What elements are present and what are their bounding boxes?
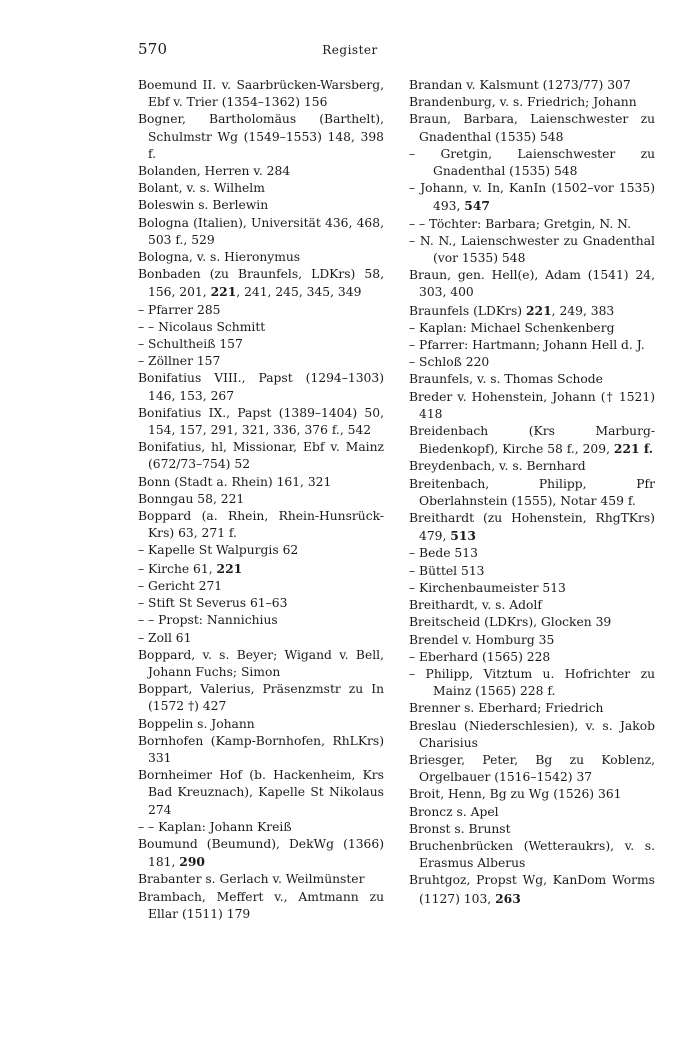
index-subentry xyxy=(409,545,655,562)
entry-text: Bologna, v. s. Hieronymus xyxy=(138,250,301,265)
index-entry xyxy=(409,700,655,717)
entry-text: Bronst s. Brunst xyxy=(409,821,511,836)
entry-text: Boppelin s. Johann xyxy=(138,716,255,731)
entry-text: – Büttel 513 xyxy=(409,563,485,578)
entry-text: Breitscheid (LDKrs), Glocken 39 xyxy=(409,615,612,630)
index-subentry xyxy=(409,233,655,267)
entry-text: – Schultheiß 157 xyxy=(138,337,243,352)
entry-text: – Philipp, Vitztum u. Hofrichter zu Mainz (1565) 228 f. xyxy=(409,666,655,699)
entry-text: Breidenbach (Krs Marburg-Biedenkopf), Kirche 58 f., 209, xyxy=(409,424,655,457)
index-subentry xyxy=(138,578,384,595)
index-entry xyxy=(138,439,384,473)
bold-page-reference: 290 xyxy=(179,854,205,870)
index-subentry xyxy=(138,542,384,559)
index-entry xyxy=(409,94,655,111)
entry-text: – Bede 513 xyxy=(409,546,478,561)
index-entry xyxy=(138,163,384,180)
index-entry xyxy=(409,302,655,320)
index-subentry xyxy=(138,595,384,612)
entry-text: – Zoll 61 xyxy=(138,630,192,645)
entry-text: – Eberhard (1565) 228 xyxy=(409,649,551,664)
entry-text: – – Propst: Nannichius xyxy=(138,613,278,628)
index-subentry xyxy=(409,216,655,233)
entry-text: Braunfels (LDKrs) xyxy=(409,303,526,318)
index-entry xyxy=(138,733,384,767)
entry-text: – Gretgin, Laienschwester zu Gnadenthal (1535) 548 xyxy=(409,146,655,179)
entry-text: Bonn (Stadt a. Rhein) 161, 321 xyxy=(138,474,332,489)
index-entry xyxy=(409,838,655,872)
entry-text: Bologna (Italien), Universität 436, 468, 503 f., 529 xyxy=(138,215,384,247)
index-subentry xyxy=(138,336,384,353)
entry-text: Bornhofen (Kamp-Bornhofen, RhLKrs) 331 xyxy=(138,733,384,765)
entry-text: Boleswin s. Berlewin xyxy=(138,198,269,213)
entry-text: Bolant, v. s. Wilhelm xyxy=(138,181,265,196)
entry-text: Boppard (a. Rhein, Rhein-Hunsrück-Krs) 63, 271 f. xyxy=(138,509,384,541)
index-subentry xyxy=(409,320,655,337)
entry-text: – Gericht 271 xyxy=(138,578,223,593)
entry-text: Breydenbach, v. s. Bernhard xyxy=(409,459,586,474)
entry-text: Bonngau 58, 221 xyxy=(138,491,245,506)
index-entry xyxy=(409,423,655,458)
index-subentry xyxy=(409,563,655,580)
index-entry xyxy=(138,111,384,163)
index-subentry xyxy=(409,354,655,371)
entry-text: Boemund II. v. Saarbrücken-Warsberg, Ebf v. Trier (1354–1362) 156 xyxy=(138,78,384,110)
entry-text: Brenner s. Eberhard; Friedrich xyxy=(409,701,604,716)
index-entry xyxy=(409,872,655,907)
entry-text: – Kapelle St Walpurgis 62 xyxy=(138,543,299,558)
index-subentry xyxy=(138,560,384,578)
entry-text: Breithardt, v. s. Adolf xyxy=(409,598,542,613)
index-entry xyxy=(409,389,655,423)
running-head: Register xyxy=(322,43,378,57)
entry-text: Breitenbach, Philipp, Pfr Oberlahnstein (1555), Notar 459 f. xyxy=(409,476,655,508)
bold-page-reference: 221 xyxy=(525,302,552,318)
index-subentry xyxy=(409,180,655,215)
index-subentry xyxy=(138,353,384,370)
index-entry xyxy=(409,821,655,838)
index-entry xyxy=(138,266,384,301)
index-entry xyxy=(409,476,655,510)
bold-page-reference: 221 f. xyxy=(613,441,653,457)
entry-text: – N. N., Laienschwester zu Gnadenthal (vor 1535) 548 xyxy=(409,233,655,266)
entry-text: Broncz s. Apel xyxy=(409,804,499,819)
index-entry xyxy=(138,871,384,888)
index-column-right xyxy=(409,77,655,908)
entry-text: Bolanden, Herren v. 284 xyxy=(138,164,291,179)
entry-text: – – Töchter: Barbara; Gretgin, N. N. xyxy=(409,216,632,231)
index-subentry xyxy=(138,612,384,629)
index-subentry xyxy=(138,319,384,336)
index-entry xyxy=(138,836,384,871)
entry-text: – – Kaplan: Johann Kreiß xyxy=(138,819,292,834)
index-entry xyxy=(409,111,655,145)
index-entry xyxy=(138,370,384,404)
index-entry xyxy=(138,197,384,214)
index-subentry xyxy=(138,819,384,836)
index-entry xyxy=(409,77,655,94)
index-column-left xyxy=(138,77,384,923)
entry-text: Bonifatius, hl, Missionar, Ebf v. Mainz (672/73–754) 52 xyxy=(138,440,384,472)
index-entry xyxy=(138,180,384,197)
entry-text: Boumund (Beumund), DekWg (1366) 181, xyxy=(138,836,384,870)
index-entry xyxy=(138,647,384,681)
bold-page-reference: 513 xyxy=(450,528,476,544)
index-entry xyxy=(138,491,384,508)
index-subentry xyxy=(409,337,655,354)
entry-text: Briesger, Peter, Bg zu Koblenz, Orgelbauer (1516–1542) 37 xyxy=(409,752,655,785)
entry-text: Bornheimer Hof (b. Hackenheim, Krs Bad Kreuznach), Kapelle St Nikolaus 274 xyxy=(138,768,384,817)
bold-page-reference: 263 xyxy=(495,890,521,906)
entry-text: – Zöllner 157 xyxy=(138,354,221,369)
bold-page-reference: 221 xyxy=(216,560,243,576)
page-number: 570 xyxy=(138,40,168,58)
index-entry xyxy=(138,405,384,439)
entry-text: Bruchenbrücken (Wetteraukrs), v. s. Erasmus Alberus xyxy=(409,838,655,871)
entry-text: , 249, 383 xyxy=(551,303,615,318)
entry-text: – – Nicolaus Schmitt xyxy=(138,319,266,334)
entry-text: Brandenburg, v. s. Friedrich; Johann xyxy=(409,95,637,110)
index-entry xyxy=(138,681,384,715)
index-entry xyxy=(138,215,384,249)
index-entry xyxy=(409,632,655,649)
index-subentry xyxy=(409,649,655,666)
entry-text: , 241, 245, 345, 349 xyxy=(236,285,362,300)
entry-text: Brabanter s. Gerlach v. Weilmünster xyxy=(138,872,365,887)
entry-text: Breslau (Niederschlesien), v. s. Jakob Charisius xyxy=(409,718,655,750)
entry-text: Brandan v. Kalsmunt (1273/77) 307 xyxy=(409,78,631,92)
index-subentry xyxy=(409,146,655,180)
entry-text: – Pfarrer: Hartmann; Johann Hell d. J. xyxy=(409,338,645,353)
index-entry xyxy=(409,718,655,752)
entry-text: – Johann, v. In, KanIn (1502–vor 1535) 493, xyxy=(409,181,655,214)
index-entry xyxy=(409,752,655,786)
index-entry xyxy=(409,786,655,803)
entry-text: Braunfels, v. s. Thomas Schode xyxy=(409,372,603,387)
entry-text: – Kirche 61, xyxy=(138,561,217,576)
entry-text: Breithardt (zu Hohenstein, RhgTKrs) 479, xyxy=(409,511,655,544)
index-entry xyxy=(138,249,384,266)
index-entry xyxy=(409,267,655,301)
index-entry xyxy=(138,716,384,733)
index-subentry xyxy=(409,580,655,597)
index-entry xyxy=(409,458,655,475)
entry-text: Brendel v. Homburg 35 xyxy=(409,632,555,647)
index-entry xyxy=(138,474,384,491)
entry-text: Bonifatius VIII., Papst (1294–1303) 146, 153, 267 xyxy=(138,371,384,403)
index-entry xyxy=(409,614,655,631)
entry-text: Braun, Barbara, Laienschwester zu Gnadenthal (1535) 548 xyxy=(409,112,655,144)
index-entry xyxy=(409,597,655,614)
entry-text: – Stift St Severus 61–63 xyxy=(138,596,288,611)
index-subentry xyxy=(409,666,655,700)
entry-text: Bonbaden (zu Braunfels, LDKrs) 58, 156, 201, xyxy=(138,267,384,300)
entry-text: – Pfarrer 285 xyxy=(138,302,221,317)
entry-text: Breder v. Hohenstein, Johann († 1521) 418 xyxy=(409,389,655,421)
entry-text: – Kaplan: Michael Schenkenberg xyxy=(409,320,615,335)
index-entry xyxy=(138,77,384,111)
index-entry xyxy=(409,510,655,545)
index-entry xyxy=(138,889,384,923)
index-entry xyxy=(409,371,655,388)
index-subentry xyxy=(138,630,384,647)
index-entry xyxy=(138,767,384,819)
entry-text: Bogner, Bartholomäus (Barthelt), Schulmstr Wg (1549–1553) 148, 398 f. xyxy=(138,112,384,161)
index-entry xyxy=(138,508,384,542)
entry-text: – Schloß 220 xyxy=(409,355,490,370)
bold-page-reference: 547 xyxy=(464,198,490,214)
index-entry xyxy=(409,804,655,821)
entry-text: Bruhtgoz, Propst Wg, KanDom Worms (1127) 103, xyxy=(409,873,655,906)
bold-page-reference: 221 xyxy=(210,284,237,300)
entry-text: Boppard, v. s. Beyer; Wigand v. Bell, Johann Fuchs; Simon xyxy=(138,647,384,679)
entry-text: Brambach, Meffert v., Amtmann zu Ellar (1511) 179 xyxy=(138,889,384,921)
index-subentry xyxy=(138,302,384,319)
entry-text: – Kirchenbaumeister 513 xyxy=(409,580,566,595)
entry-text: Braun, gen. Hell(e), Adam (1541) 24, 303, 400 xyxy=(409,268,655,300)
entry-text: Bonifatius IX., Papst (1389–1404) 50, 154, 157, 291, 321, 336, 376 f., 542 xyxy=(138,405,384,438)
entry-text: Boppart, Valerius, Präsenzmstr zu In (1572 †) 427 xyxy=(138,682,384,714)
entry-text: Broit, Henn, Bg zu Wg (1526) 361 xyxy=(409,787,622,802)
